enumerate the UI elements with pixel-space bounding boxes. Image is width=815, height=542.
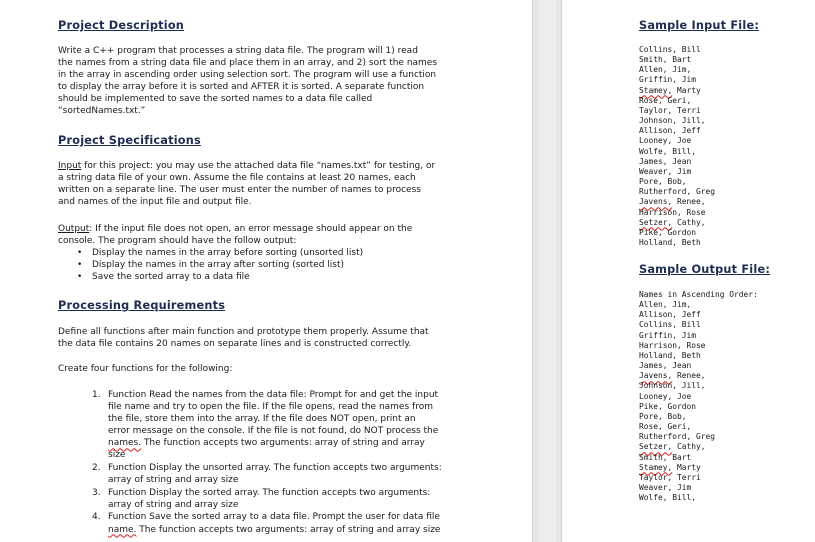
input-label: Input	[58, 161, 82, 171]
name-entry: Looney, Joe	[639, 136, 692, 146]
spellcheck-word: Stamey,	[639, 85, 673, 95]
functions-list	[92, 389, 502, 536]
output-line: console. The program should have the follow output:	[58, 236, 297, 247]
name-entry: Setzer, Cathy,	[639, 217, 706, 227]
name-entry: Allen, Jim,	[639, 300, 692, 310]
input-line: written on a separate line. The user must enter the number of names to process	[58, 185, 421, 196]
name-entry: Smith, Bart	[639, 55, 692, 65]
bullet-item: • Display the names in the array after sorting (sorted list)	[77, 260, 345, 271]
name-entry: Collins, Bill	[639, 45, 701, 54]
processing-line: Define all functions after main function and prototype them properly. Assume that	[58, 327, 429, 337]
project-specifications-heading: Project Specifications	[58, 134, 201, 147]
name-entry: James, Jean	[639, 156, 692, 166]
name-entry: Pike, Gordon	[639, 227, 697, 237]
name-entry: Allison, Jeff	[639, 126, 701, 136]
processing-line: the data file contains 20 names on separate lines and is constructed correctly.	[58, 339, 412, 350]
name-entry: Harrison, Rose	[639, 340, 706, 350]
description-paragraph	[58, 45, 498, 118]
sample-output-list	[639, 290, 758, 503]
description-line: to display the array before it is sorted and AFTER it is sorted. A separate function	[58, 82, 425, 93]
function-item-display-unsorted: 2. Function Display the unsorted array. The function accepts two arguments: array of string and array size	[92, 463, 442, 486]
project-description-heading: Project Description	[58, 19, 185, 32]
spellcheck-word: Setzer,	[639, 442, 673, 452]
name-entry: Allison, Jeff	[639, 310, 701, 320]
spellcheck-word: Javens,	[639, 197, 673, 207]
function-item-read: 1. Function Read the names from the data file: Prompt for and get the input file name and try to open the file. If the file opens, read the names from the file, store them into the array. If the file does NOT open, print an error message on the console. If the file is not found, do NOT process the names. The function accepts two arguments: array of string and array size	[92, 390, 439, 461]
name-entry: Looney, Joe	[639, 391, 692, 401]
spellcheck-word: Setzer,	[639, 217, 673, 227]
page-gutter	[532, 0, 562, 542]
name-entry: Setzer, Cathy,	[639, 442, 706, 452]
input-line: for this project: you may use the attached data file “names.txt” for testing, or	[81, 161, 436, 171]
name-entry: James, Jean	[639, 361, 692, 371]
name-entry: Smith, Bart	[639, 452, 692, 462]
name-entry: Harrison, Rose	[639, 207, 706, 217]
function-item-display-sorted: 3. Function Display the sorted array. The function accepts two arguments: array of string and array size	[92, 487, 431, 510]
processing-requirements-heading: Processing Requirements	[58, 299, 226, 312]
name-entry: Weaver, Jim	[639, 166, 692, 176]
processing-paragraph	[58, 326, 498, 350]
output-bullet-list	[58, 247, 363, 283]
name-entry: Javens, Renee,	[639, 197, 706, 207]
name-entry: Taylor, Terri	[639, 472, 701, 482]
description-line: “sortedNames.txt.”	[58, 106, 146, 117]
spellcheck-word: Stamey,	[639, 462, 673, 472]
name-entry: Rose, Geri,	[639, 422, 692, 432]
output-line: : If the input file does not open, an error message should appear on the	[89, 224, 413, 234]
output-list-title: Names in Ascending Order:	[639, 290, 758, 299]
name-entry: Stamey, Marty	[639, 85, 701, 95]
sample-input-heading: Sample Input File:	[639, 19, 760, 32]
bullet-dot-icon: •	[77, 272, 83, 283]
name-entry: Collins, Bill	[639, 320, 701, 330]
bullet-item: • Save the sorted array to a data file	[77, 272, 250, 283]
input-line: a string data file of your own. Assume the file contains at least 20 names, each	[58, 173, 416, 184]
description-line: in the array in ascending order using selection sort. The program will use a function	[58, 70, 437, 81]
name-entry: Pore, Bob,	[639, 177, 687, 187]
function-item-save: 4. Function Save the sorted array to a data file. Prompt the user for data file name. The function accepts two arguments: array of string and array size	[92, 512, 441, 535]
bullet-item: • Display the names in the array before sorting (unsorted list)	[77, 248, 364, 258]
name-entry: Johnson, Jill,	[639, 381, 706, 391]
create-functions-line: Create four functions for the following:	[58, 364, 233, 374]
input-paragraph	[58, 160, 498, 208]
name-entry: Rutherford, Greg	[639, 187, 716, 197]
name-entry: Taylor, Terri	[639, 105, 701, 115]
name-entry: Javens, Renee,	[639, 371, 706, 381]
output-label: Output	[58, 224, 90, 234]
name-entry: Johnson, Jill,	[639, 116, 706, 126]
spellcheck-word: Javens,	[639, 371, 673, 381]
output-paragraph	[58, 223, 498, 247]
name-entry: Wolfe, Bill,	[639, 146, 697, 156]
name-entry: Griffin, Jim	[639, 75, 697, 85]
name-entry: Holland, Beth	[639, 350, 701, 360]
name-entry: Weaver, Jim	[639, 482, 692, 492]
description-line: Write a C++ program that processes a string data file. The program will 1) read	[58, 46, 418, 56]
description-line: should be implemented to save the sorted names to a data file called	[58, 94, 373, 105]
name-entry: Pore, Bob,	[639, 411, 687, 421]
spellcheck-word: name.	[108, 524, 137, 535]
name-entry: Holland, Beth	[639, 237, 701, 247]
description-line: the names from a string data file and place them in an array, and 2) sort the names	[58, 58, 438, 69]
bullet-dot-icon: •	[77, 260, 83, 271]
spellcheck-word: names.	[108, 438, 142, 449]
name-entry: Wolfe, Bill,	[639, 493, 697, 503]
name-entry: Pike, Gordon	[639, 401, 697, 411]
name-entry: Griffin, Jim	[639, 330, 697, 340]
name-entry: Rose, Geri,	[639, 95, 692, 105]
name-entry: Rutherford, Greg	[639, 432, 716, 442]
bullet-dot-icon: •	[77, 248, 83, 258]
sample-input-list	[639, 45, 715, 248]
sample-output-heading: Sample Output File:	[639, 263, 771, 276]
name-entry: Allen, Jim,	[639, 65, 692, 75]
input-line: and names of the input file and output file.	[58, 197, 252, 208]
name-entry: Stamey, Marty	[639, 462, 701, 472]
